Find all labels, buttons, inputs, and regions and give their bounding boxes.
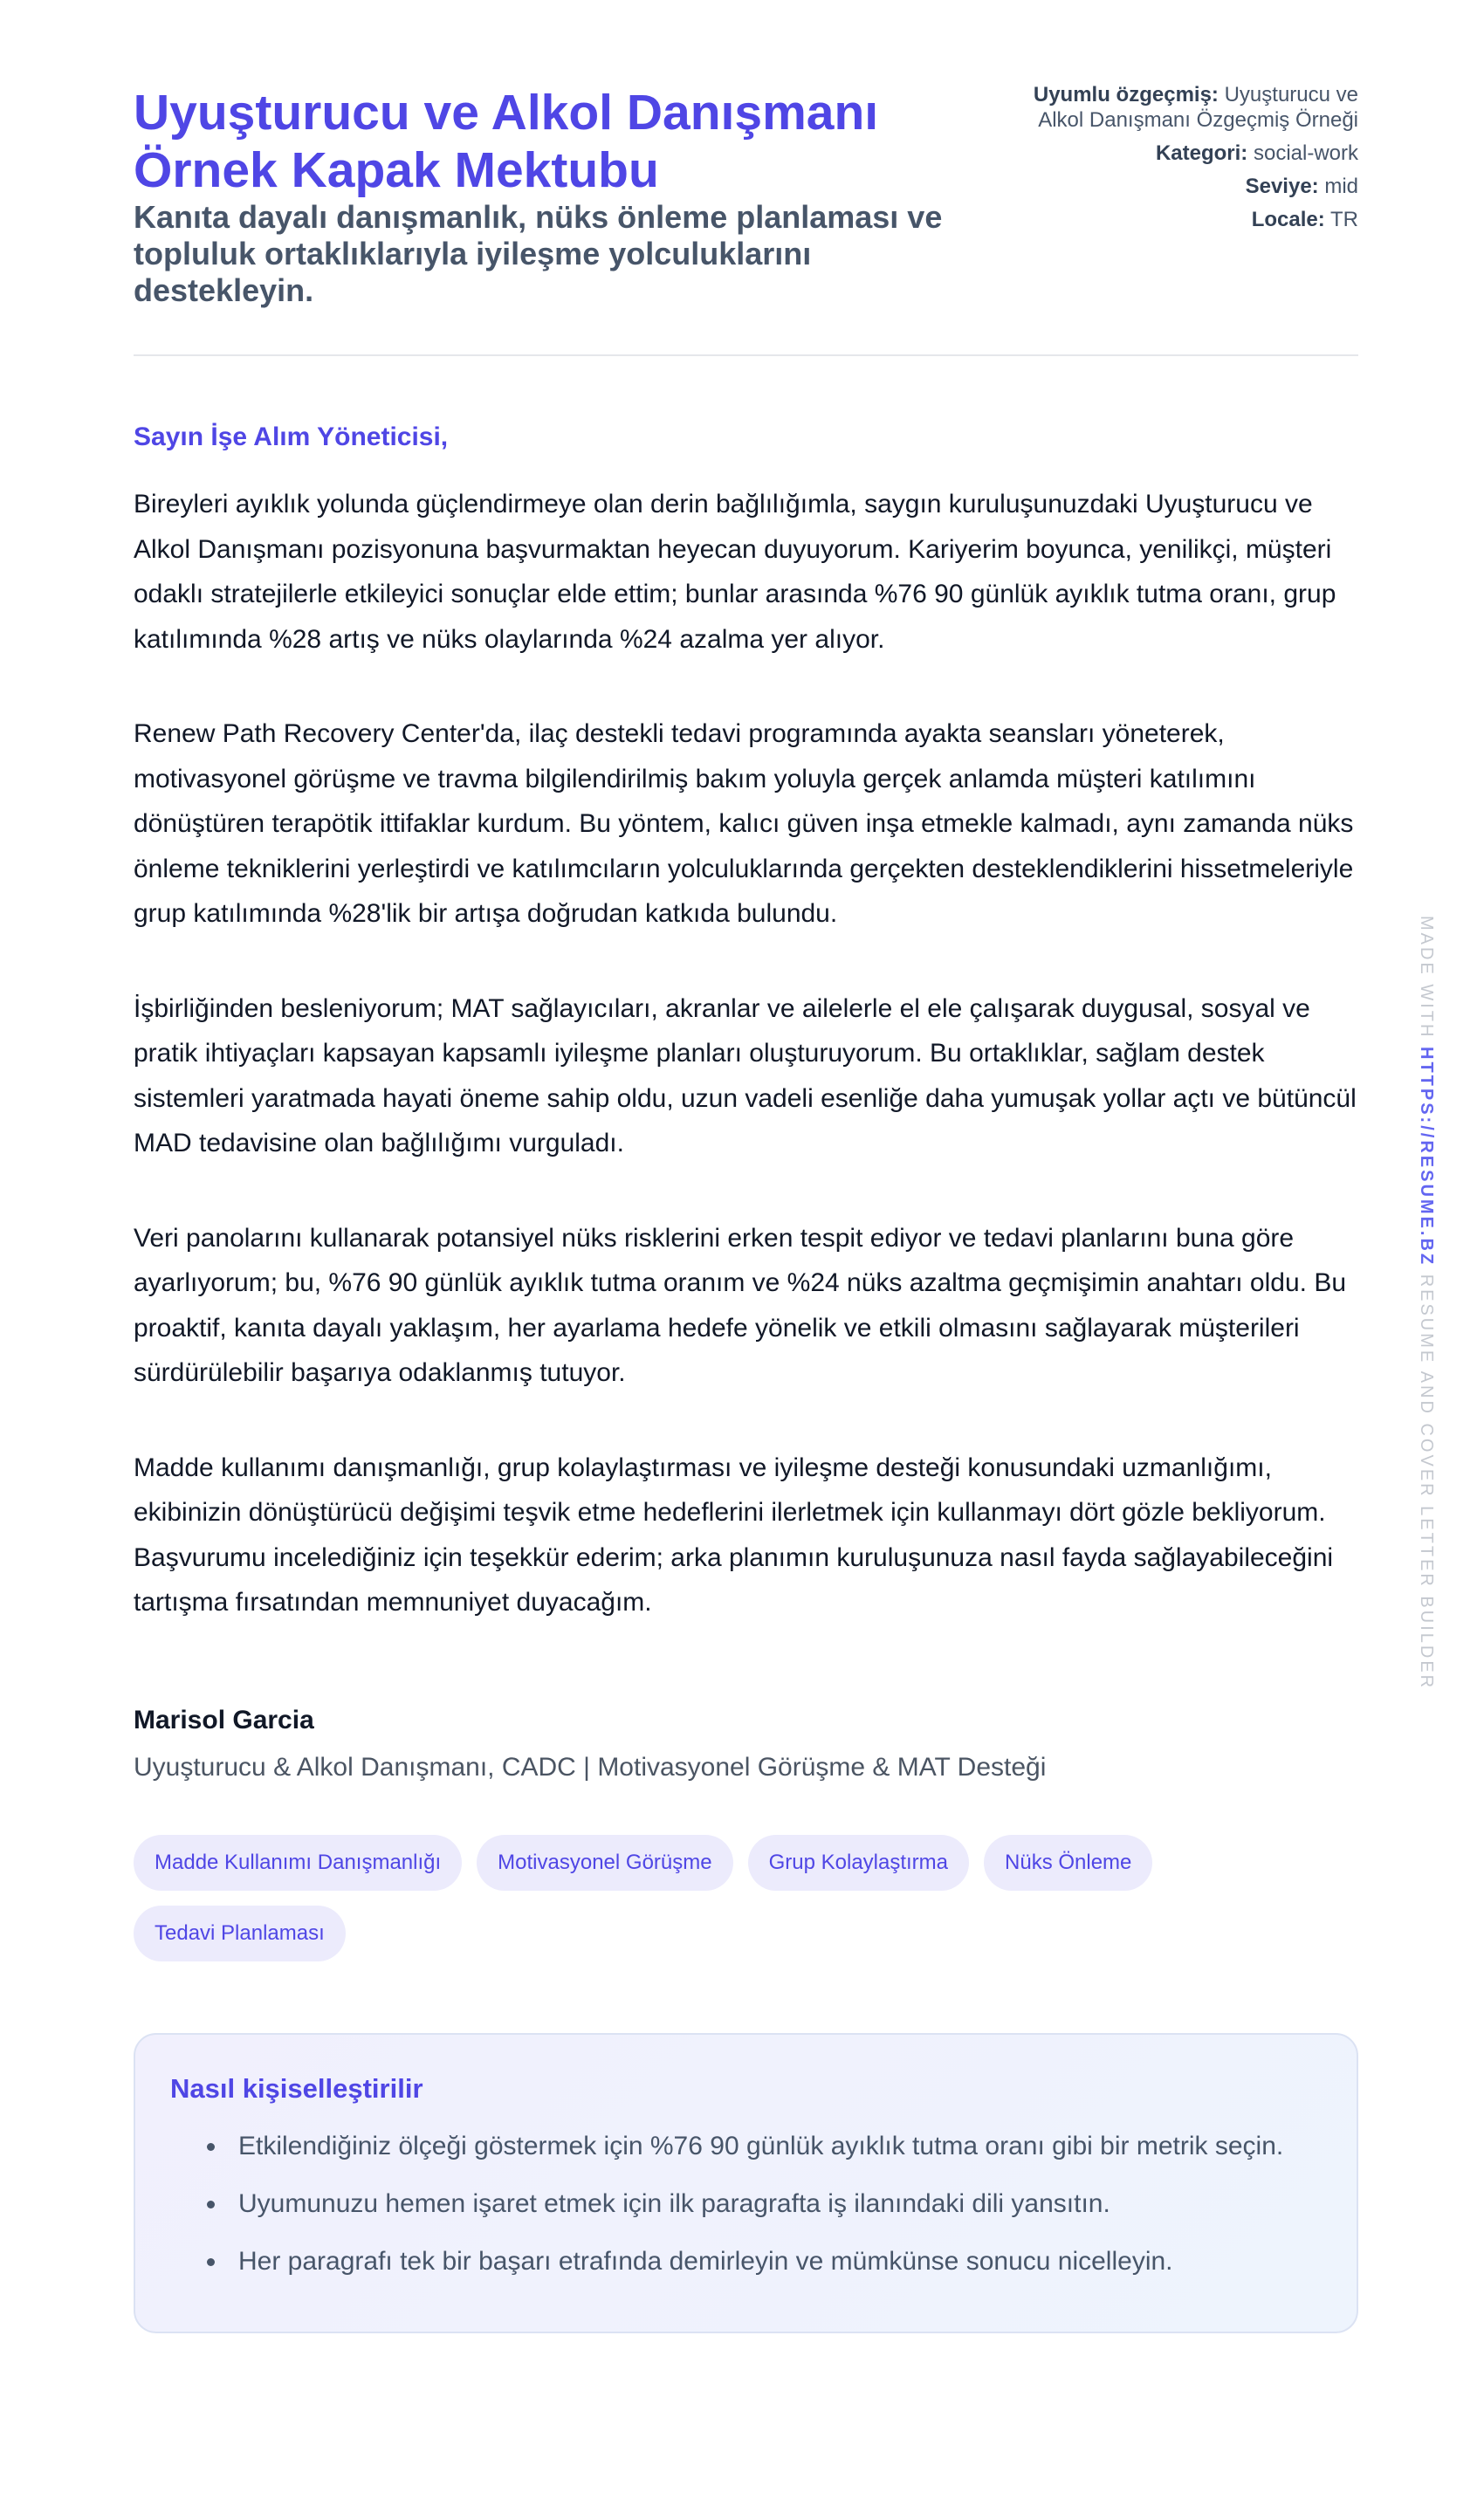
meta-level xyxy=(1027,174,1358,199)
meta-value: social-work xyxy=(1253,141,1358,165)
meta-label: Kategori: xyxy=(1155,141,1248,165)
meta-value: Uyuşturucu ve Alkol Danışmanı Özgeçmiş Örneği xyxy=(1038,83,1358,132)
skill-tag: Grup Kolaylaştırma xyxy=(748,1835,969,1891)
letter-paragraph: Renew Path Recovery Center'da, ilaç destekli tedavi programında ayakta seansları yöneterek, motivasyonel görüşme ve travma bilgilendirilmiş bakım yoluyla gerçek anlamda müşteri katılımını dönüştüren terapötik ittifaklar kurdum. Bu yöntem, kalıcı güven inşa etmekle kalmadı, aynı zamanda nüks önleme tekniklerini yerleştirdi ve katılımcıların yolculuklarında gerçekten desteklendiklerini hissetmeleriyle grup katılımında %28'lik bir artışa doğrudan katkıda bulundu. xyxy=(134,719,1354,928)
meta-value: TR xyxy=(1330,208,1358,231)
watermark-prefix: MADE WITH xyxy=(1417,916,1436,1040)
page-subtitle: Kanıta dayalı danışmanlık, nüks önleme planlaması ve topluluk ortaklıklarıyla iyileşme yolculuklarını destekleyin. xyxy=(134,199,943,308)
skill-tag: Nüks Önleme xyxy=(984,1835,1152,1891)
meta-locale xyxy=(1027,207,1358,232)
tip-item: Etkilendiğiniz ölçeği göstermek için %76 90 günlük ayıklık tutma oranı gibi bir metrik seçin. xyxy=(170,2124,1322,2168)
tips-title: Nasıl kişiselleştirilir xyxy=(170,2072,423,2104)
signature-name: Marisol Garcia xyxy=(134,1705,314,1734)
salutation: Sayın İşe Alım Yöneticisi, xyxy=(134,422,449,451)
skill-tags xyxy=(134,1835,1268,1961)
watermark-suffix: RESUME AND COVER LETTER BUILDER xyxy=(1417,1274,1436,1691)
meta-label: Uyumlu özgeçmiş: xyxy=(1033,83,1219,106)
meta-label: Seviye: xyxy=(1245,175,1319,198)
skill-tag: Tedavi Planlaması xyxy=(134,1906,346,1961)
page-title: Uyuşturucu ve Alkol Danışmanı Örnek Kapak Mektubu xyxy=(134,85,879,198)
personalization-tips xyxy=(134,2033,1358,2333)
meta-category xyxy=(1027,141,1358,166)
cover-letter-page xyxy=(134,0,1358,2333)
letter-paragraph: İşbirliğinden besleniyorum; MAT sağlayıcıları, akranlar ve ailelerle el ele çalışarak duygusal, sosyal ve pratik ihtiyaçları kapsayan kapsamlı iyileşme planları oluşturuyorum. Bu ortaklıklar, sağlam destek sistemleri yaratmada hayati öneme sahip oldu, uzun vadeli esenliğe daha yumuşak yollar açtı ve bütüncül MAD tedavisine olan bağlılığımı vurguladı. xyxy=(134,993,1357,1157)
meta-resume xyxy=(1027,82,1358,133)
watermark xyxy=(1416,916,1436,1690)
skill-tag: Motivasyonel Görüşme xyxy=(477,1835,732,1891)
meta-label: Locale: xyxy=(1251,208,1325,231)
tip-item: Uyumunuzu hemen işaret etmek için ilk paragrafta iş ilanındaki dili yansıtın. xyxy=(170,2181,1322,2226)
watermark-link[interactable]: HTTPS://RESUME.BZ xyxy=(1417,1047,1436,1267)
letter-paragraph: Veri panolarını kullanarak potansiyel nüks risklerini erken tespit ediyor ve tedavi planlarını buna göre ayarlıyorum; bu, %76 90 günlük ayıklık tutma oranım ve %24 nüks azaltma geçmişimin anahtarı oldu. Bu proaktif, kanıta dayalı yaklaşım, her ayarlama hedefe yönelik ve etkili olmasını sağlayarak müşterileri sürdürülebilir başarıya odaklanmış tutuyor. xyxy=(134,1223,1347,1387)
letter-paragraph: Bireyleri ayıklık yolunda güçlendirmeye olan derin bağlılığımla, saygın kuruluşunuzdaki Uyuşturucu ve Alkol Danışmanı pozisyonuna başvurmaktan heyecan duyuyorum. Kariyerim boyunca, yenilikçi, müşteri odaklı stratejilerle etkileyici sonuçlar elde ettim; bunlar arasında %76 90 günlük ayıklık tutma oranı, grup katılımında %28 artış ve nüks olaylarında %24 azalma yer alıyor. xyxy=(134,490,1336,654)
meta-value: mid xyxy=(1324,175,1358,198)
meta-info xyxy=(1027,82,1358,240)
signature-title: Uyuşturucu & Alkol Danışmanı, CADC | Motivasyonel Görüşme & MAT Desteği xyxy=(134,1752,1047,1782)
skill-tag: Madde Kullanımı Danışmanlığı xyxy=(134,1835,462,1891)
header xyxy=(134,0,1358,356)
letter-paragraph: Madde kullanımı danışmanlığı, grup kolaylaştırması ve iyileşme desteği konusundaki uzmanlığımı, ekibinizin dönüştürücü değişimi teşvik etme hedeflerini ilerletmek için kullanmayı dört gözle bekliyorum. Başvurumu incelediğiniz için teşekkür ederim; arka planımın kuruluşunuza nasıl fayda sağlayabileceğini tartışma fırsatından memnuniyet duyacağım. xyxy=(134,1453,1334,1617)
tip-item: Her paragrafı tek bir başarı etrafında demirleyin ve mümkünse sonucu nicelleyin. xyxy=(170,2239,1322,2284)
